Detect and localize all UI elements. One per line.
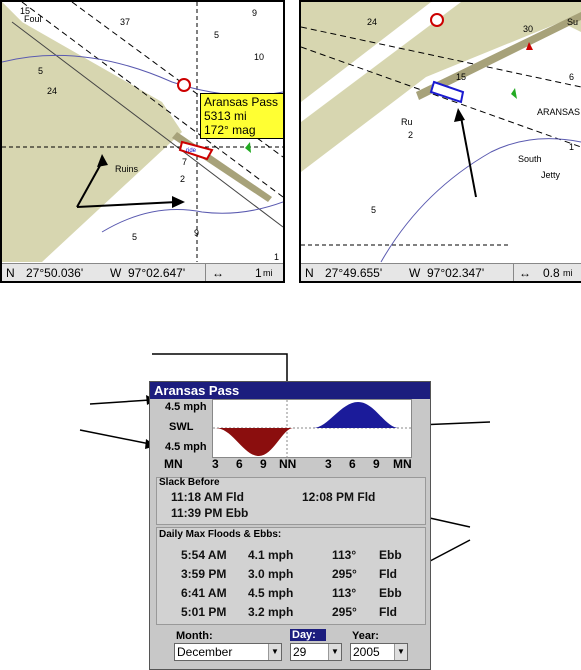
lon-hemisphere: W: [110, 266, 122, 280]
left-status-bar: [2, 263, 283, 281]
depth-label: 30: [523, 24, 534, 34]
daily-type: Fld: [379, 567, 397, 581]
day-select[interactable]: [290, 643, 342, 661]
zoom-level: 1: [255, 266, 262, 280]
chevron-down-icon[interactable]: ▼: [268, 644, 281, 660]
depth-label: 1: [274, 252, 280, 262]
depth-label: 37: [120, 17, 131, 27]
max-flood-label: 4.5 mph: [165, 401, 207, 413]
depth-label: Su: [567, 17, 579, 27]
daily-time: 3:59 PM: [181, 567, 227, 581]
zoom-unit: mi: [563, 268, 573, 278]
zoom-icon: ↔: [212, 266, 224, 280]
depth-label: Ru: [401, 117, 413, 127]
day-value: 29: [293, 645, 307, 659]
depth-label: 15: [20, 6, 31, 16]
depth-label: 2: [408, 130, 414, 140]
place-label: Ruins: [115, 164, 139, 174]
daily-dir: 295°: [332, 567, 357, 581]
lat-hemisphere: N: [305, 266, 314, 280]
slack-before-group: [156, 477, 426, 525]
slack-entry: 11:18 AM Fld: [171, 490, 244, 504]
place-label: South: [518, 154, 542, 164]
axis-label: 9: [373, 457, 380, 471]
daily-time: 5:54 AM: [181, 548, 227, 562]
daily-title: Daily Max Floods & Ebbs:: [159, 529, 282, 540]
axis-label: 3: [325, 457, 332, 471]
daily-type: Fld: [379, 605, 397, 619]
current-info-window: [149, 381, 431, 670]
chevron-down-icon[interactable]: ▼: [394, 644, 407, 660]
lon-hemisphere: W: [409, 266, 421, 280]
month-value: December: [177, 645, 233, 659]
max-ebb-label: 4.5 mph: [165, 441, 207, 453]
left-map-panel[interactable]: [0, 0, 285, 283]
depth-label: Foul: [24, 14, 42, 24]
chevron-down-icon[interactable]: ▼: [328, 644, 341, 660]
depth-label: 9: [252, 8, 258, 18]
place-label: ARANSAS: [537, 107, 581, 117]
svg-text:ride: ride: [186, 148, 197, 154]
month-label: Month:: [176, 630, 213, 642]
depth-label: 6: [569, 72, 575, 82]
depth-label: 5: [371, 205, 377, 215]
slack-entry: 11:39 PM Ebb: [171, 506, 249, 520]
current-graph: [212, 399, 412, 458]
daily-speed: 4.5 mph: [248, 586, 294, 600]
day-label: Day:: [290, 629, 326, 641]
daily-speed: 3.2 mph: [248, 605, 294, 619]
year-value: 2005: [353, 645, 380, 659]
lat-hemisphere: N: [6, 266, 15, 280]
right-chart-map[interactable]: [301, 2, 581, 281]
axis-label: 6: [349, 457, 356, 471]
right-status-bar: [301, 263, 581, 281]
waypoint-tooltip: [200, 93, 284, 139]
zoom-icon: ↔: [519, 266, 531, 280]
axis-label: 6: [236, 457, 243, 471]
daily-dir: 113°: [332, 586, 357, 600]
daily-dir: 113°: [332, 548, 357, 562]
year-select[interactable]: [350, 643, 408, 661]
axis-label: 3: [212, 457, 219, 471]
tooltip-distance: 5313 mi: [204, 109, 247, 123]
axis-label: MN: [164, 457, 183, 471]
latitude: 27°50.036': [26, 266, 84, 280]
longitude: 97°02.347': [427, 266, 485, 280]
daily-time: 6:41 AM: [181, 586, 227, 600]
depth-label: 5: [132, 232, 138, 242]
daily-speed: 4.1 mph: [248, 548, 294, 562]
daily-dir: 295°: [332, 605, 357, 619]
depth-label: 10: [254, 52, 265, 62]
axis-label: 9: [260, 457, 267, 471]
depth-label: 5: [214, 30, 220, 40]
depth-label: 24: [47, 86, 58, 96]
zoom-unit: mi: [263, 268, 273, 278]
depth-label: 9: [194, 228, 200, 238]
year-label: Year:: [352, 630, 379, 642]
depth-label: 24: [367, 17, 378, 27]
place-label: Jetty: [541, 170, 561, 180]
slack-entry: 12:08 PM Fld: [302, 490, 376, 504]
depth-label: 5: [38, 66, 44, 76]
depth-label: 1: [569, 142, 575, 152]
left-chart-map[interactable]: [2, 2, 283, 281]
longitude: 97°02.647': [128, 266, 186, 280]
depth-label: 2: [180, 174, 186, 184]
daily-time: 5:01 PM: [181, 605, 227, 619]
daily-type: Ebb: [379, 548, 402, 562]
tooltip-name: Aransas Pass: [204, 95, 279, 109]
latitude: 27°49.655': [325, 266, 383, 280]
slack-title: Slack Before: [159, 477, 220, 488]
depth-label: 15: [456, 72, 467, 82]
swl-label: SWL: [169, 421, 194, 433]
zoom-level: 0.8: [543, 266, 560, 280]
daily-speed: 3.0 mph: [248, 567, 294, 581]
axis-label: MN: [393, 457, 412, 471]
right-map-panel[interactable]: [299, 0, 581, 283]
tooltip-bearing: 172° mag: [204, 123, 256, 137]
depth-label: 7: [182, 157, 188, 167]
daily-max-group: [156, 527, 426, 625]
daily-type: Ebb: [379, 586, 402, 600]
window-title: Aransas Pass: [150, 382, 430, 399]
month-select[interactable]: [174, 643, 282, 661]
axis-label: NN: [279, 457, 297, 471]
